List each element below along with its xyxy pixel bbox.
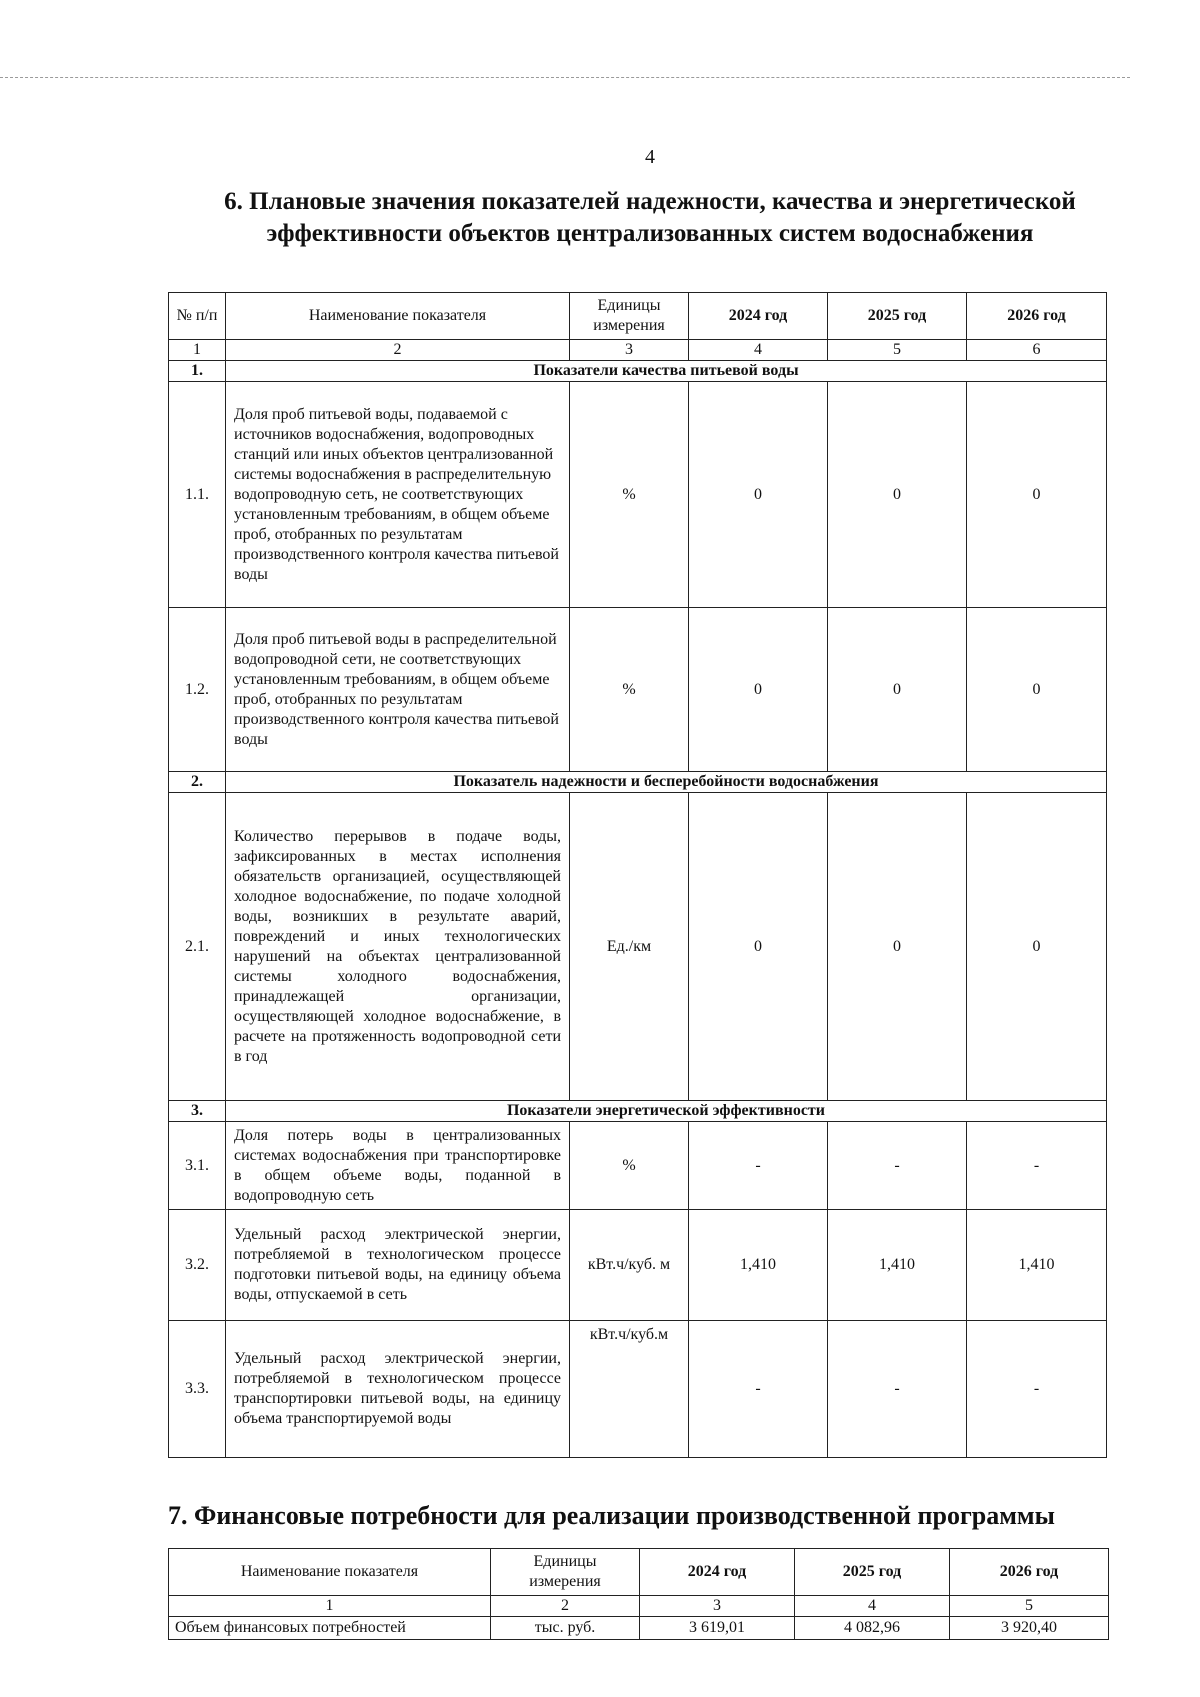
row-value-2026: 3 920,40 bbox=[950, 1617, 1109, 1640]
row-value-2026: 0 bbox=[967, 793, 1107, 1101]
table-row bbox=[169, 1122, 1107, 1210]
row-unit: Ед./км bbox=[570, 793, 689, 1101]
header-2026: 2026 год bbox=[967, 293, 1107, 340]
row-value-2024: - bbox=[689, 1321, 828, 1458]
section6-table bbox=[168, 292, 1107, 1458]
section6-title: 6. Плановые значения показателей надежности, качества и энергетической эффективности объектов централизованных систем водоснабжения bbox=[224, 188, 1076, 247]
group-num: 2. bbox=[169, 772, 226, 793]
row-unit: кВт.ч/куб. м bbox=[570, 1210, 689, 1321]
col-number: 5 bbox=[828, 340, 967, 361]
group-title: Показатель надежности и бесперебойности водоснабжения bbox=[226, 772, 1107, 793]
group-row bbox=[169, 1101, 1107, 1122]
col-number: 5 bbox=[950, 1596, 1109, 1617]
table-header-row bbox=[169, 293, 1107, 340]
section7-title: 7. Финансовые потребности для реализации производственной программы bbox=[168, 1501, 1055, 1530]
col-number: 3 bbox=[640, 1596, 795, 1617]
header-unit: Единицы измерения bbox=[570, 293, 689, 340]
table-row bbox=[169, 1617, 1109, 1640]
row-value-2025: 1,410 bbox=[828, 1210, 967, 1321]
row-value-2024: 1,410 bbox=[689, 1210, 828, 1321]
header-2025: 2025 год bbox=[795, 1549, 950, 1596]
row-num: 3.2. bbox=[169, 1210, 226, 1321]
row-unit: кВт.ч/куб.м bbox=[570, 1321, 689, 1458]
table-row bbox=[169, 608, 1107, 772]
col-number: 1 bbox=[169, 340, 226, 361]
col-number: 4 bbox=[795, 1596, 950, 1617]
col-number: 2 bbox=[491, 1596, 640, 1617]
row-unit: тыс. руб. bbox=[491, 1617, 640, 1640]
row-value-2024: 0 bbox=[689, 793, 828, 1101]
group-row bbox=[169, 772, 1107, 793]
header-2026: 2026 год bbox=[950, 1549, 1109, 1596]
group-row bbox=[169, 361, 1107, 382]
table-row bbox=[169, 793, 1107, 1101]
row-value-2026: 0 bbox=[967, 382, 1107, 608]
col-number: 3 bbox=[570, 340, 689, 361]
row-name: Доля проб питьевой воды в распределительной водопроводной сети, не соответствующих установленным требованиям, в общем объеме проб, отобранных по результатам производственного контроля качества питьевой воды bbox=[226, 608, 570, 772]
header-2024: 2024 год bbox=[640, 1549, 795, 1596]
page-number: 4 bbox=[645, 146, 655, 168]
row-name: Количество перерывов в подаче воды, зафиксированных в местах исполнения обязательств организацией, осуществляющей холодное водоснабжение, по подаче холодной воды, возникших в результате аварий, повреждений и иных технологических нарушений на объектах централизованной системы холодного водоснабжения, принадлежащей организации, осуществляющей холодное водоснабжение, в расчете на протяженность водопроводной сети в год bbox=[226, 793, 570, 1101]
row-value-2026: 1,410 bbox=[967, 1210, 1107, 1321]
row-name: Удельный расход электрической энергии, потребляемой в технологическом процессе подготовки питьевой воды, на единицу объема воды, отпускаемой в сеть bbox=[226, 1210, 570, 1321]
group-num: 1. bbox=[169, 361, 226, 382]
row-num: 2.1. bbox=[169, 793, 226, 1101]
col-number: 2 bbox=[226, 340, 570, 361]
col-number: 1 bbox=[169, 1596, 491, 1617]
section7-table bbox=[168, 1548, 1109, 1640]
group-title: Показатели энергетической эффективности bbox=[226, 1101, 1107, 1122]
column-number-row bbox=[169, 340, 1107, 361]
header-unit: Единицы измерения bbox=[491, 1549, 640, 1596]
row-value-2025: 4 082,96 bbox=[795, 1617, 950, 1640]
header-name: Наименование показателя bbox=[226, 293, 570, 340]
row-value-2026: - bbox=[967, 1321, 1107, 1458]
table-row bbox=[169, 1210, 1107, 1321]
table-header-row bbox=[169, 1549, 1109, 1596]
header-2024: 2024 год bbox=[689, 293, 828, 340]
col-number: 4 bbox=[689, 340, 828, 361]
row-value-2024: 3 619,01 bbox=[640, 1617, 795, 1640]
row-value-2026: - bbox=[967, 1122, 1107, 1210]
row-value-2025: - bbox=[828, 1321, 967, 1458]
row-unit: % bbox=[570, 608, 689, 772]
row-num: 3.3. bbox=[169, 1321, 226, 1458]
col-number: 6 bbox=[967, 340, 1107, 361]
row-unit: % bbox=[570, 382, 689, 608]
row-value-2026: 0 bbox=[967, 608, 1107, 772]
group-num: 3. bbox=[169, 1101, 226, 1122]
row-value-2025: 0 bbox=[828, 793, 967, 1101]
header-2025: 2025 год bbox=[828, 293, 967, 340]
table-row bbox=[169, 1321, 1107, 1458]
row-num: 3.1. bbox=[169, 1122, 226, 1210]
row-value-2024: - bbox=[689, 1122, 828, 1210]
row-unit: % bbox=[570, 1122, 689, 1210]
row-value-2025: - bbox=[828, 1122, 967, 1210]
row-name: Объем финансовых потребностей bbox=[169, 1617, 491, 1640]
row-value-2025: 0 bbox=[828, 608, 967, 772]
header-name: Наименование показателя bbox=[169, 1549, 491, 1596]
row-value-2024: 0 bbox=[689, 608, 828, 772]
row-num: 1.2. bbox=[169, 608, 226, 772]
row-num: 1.1. bbox=[169, 382, 226, 608]
column-number-row bbox=[169, 1596, 1109, 1617]
group-title: Показатели качества питьевой воды bbox=[226, 361, 1107, 382]
row-name: Доля потерь воды в централизованных системах водоснабжения при транспортировке в общем объеме воды, поданной в водопроводную сеть bbox=[226, 1122, 570, 1210]
row-name: Доля проб питьевой воды, подаваемой с источников водоснабжения, водопроводных станций или иных объектов централизованной системы водоснабжения в распределительную водопроводную сеть, не соответствующих установленным требованиям, в общем объеме проб, отобранных по результатам производственного контроля качества питьевой воды bbox=[226, 382, 570, 608]
table-row bbox=[169, 382, 1107, 608]
row-name: Удельный расход электрической энергии, потребляемой в технологическом процессе транспортировки питьевой воды, на единицу объема транспортируемой воды bbox=[226, 1321, 570, 1458]
row-value-2024: 0 bbox=[689, 382, 828, 608]
row-value-2025: 0 bbox=[828, 382, 967, 608]
header-num: № п/п bbox=[169, 293, 226, 340]
scan-top-rule bbox=[0, 77, 1130, 78]
